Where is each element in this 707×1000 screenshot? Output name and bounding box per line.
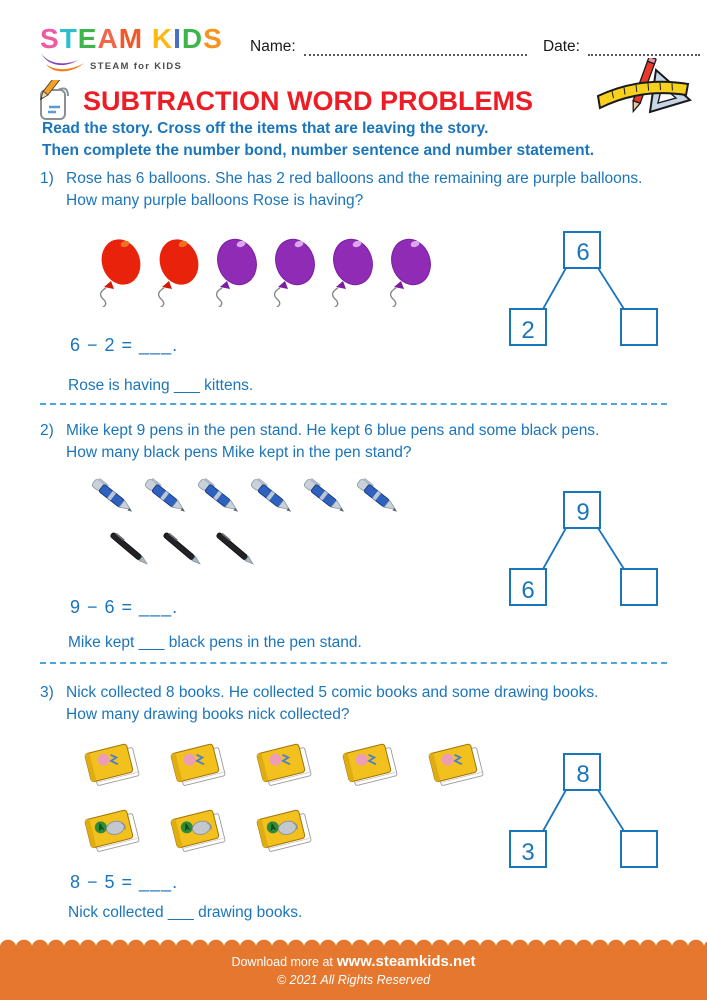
problem-2-line1: Mike kept 9 pens in the pen stand. He kept 6 blue pens and some black pens. xyxy=(66,422,600,439)
problem-1-line2: How many purple balloons Rose is having? xyxy=(66,192,364,209)
bond-2-part-right-box[interactable] xyxy=(621,569,657,605)
number-bond-2 xyxy=(498,490,668,608)
number-bond-3 xyxy=(498,752,668,870)
balloon-row xyxy=(88,235,436,307)
equation-2: 9 − 6 = ___. xyxy=(70,597,179,617)
pen-black-icon xyxy=(156,524,209,574)
logo-swoosh-icon xyxy=(40,52,86,72)
logo-letter: M xyxy=(118,23,144,54)
problem-1-number: 1) xyxy=(40,170,54,187)
pen-blue-icon xyxy=(298,470,351,522)
name-date-row xyxy=(250,38,700,56)
red-balloon-group xyxy=(88,235,204,307)
problem-2-line2: How many black pens Mike kept in the pen stand? xyxy=(66,444,412,461)
problem-3-number: 3) xyxy=(40,684,54,701)
bond-1-whole-value: 6 xyxy=(576,239,590,266)
logo-letter: K xyxy=(151,23,174,54)
logo-letter xyxy=(143,23,152,54)
footer xyxy=(0,947,707,1000)
instructions xyxy=(42,118,594,161)
footer-url-link[interactable]: www.steamkids.net xyxy=(336,953,476,970)
separator-2 xyxy=(40,662,667,664)
statement-3: Nick collected ___ drawing books. xyxy=(68,904,303,921)
book-drawing-icon xyxy=(80,806,142,856)
problem-3-line2: How many drawing books nick collected? xyxy=(66,706,350,723)
name-blank-line xyxy=(304,40,527,56)
logo-letter: S xyxy=(40,23,60,54)
comic-book-group xyxy=(80,740,486,790)
book-comic-icon xyxy=(80,740,142,790)
balloon-red-icon xyxy=(88,235,146,307)
problem-1-line1: Rose has 6 balloons. She has 2 red balloons and the remaining are purple balloons. xyxy=(66,170,643,187)
purple-balloon-group xyxy=(204,235,436,307)
pencil-paper-icon xyxy=(36,80,74,122)
drawing-book-group xyxy=(80,806,314,856)
page-title: SUBTRACTION WORD PROBLEMS xyxy=(83,85,533,116)
pen-blue-icon xyxy=(351,470,404,522)
logo-letter: D xyxy=(181,23,204,54)
balloon-purple-icon xyxy=(378,235,436,307)
bond-2-whole-value: 9 xyxy=(576,499,590,526)
bond-3-part-left-value: 3 xyxy=(521,839,535,866)
balloon-purple-icon xyxy=(262,235,320,307)
book-drawing-icon xyxy=(166,806,228,856)
logo-letter: E xyxy=(77,23,98,54)
logo-tagline: STEAM for KIDS xyxy=(90,61,183,72)
name-label: Name: xyxy=(250,38,296,55)
pen-blue-icon xyxy=(192,470,245,522)
bond-3-part-right-box[interactable] xyxy=(621,831,657,867)
bond-1-part-right-box[interactable] xyxy=(621,309,657,345)
separator-1 xyxy=(40,403,667,405)
problem-3-line1: Nick collected 8 books. He collected 5 comic books and some drawing books. xyxy=(66,684,599,701)
balloon-red-icon xyxy=(146,235,204,307)
problem-2-number: 2) xyxy=(40,422,54,439)
equation-3: 8 − 5 = ___. xyxy=(70,872,179,892)
pen-blue-icon xyxy=(139,470,192,522)
blue-pen-row xyxy=(86,470,404,522)
bond-3-whole-value: 8 xyxy=(576,761,590,788)
drawing-book-row xyxy=(80,806,314,856)
equation-1: 6 − 2 = ___. xyxy=(70,335,179,355)
black-pen-row xyxy=(103,524,262,574)
footer-copyright: © 2021 All Rights Reserved xyxy=(276,973,431,987)
steam-kids-logo xyxy=(40,24,223,72)
pen-black-icon xyxy=(103,524,156,574)
logo-letter: S xyxy=(203,23,223,54)
pen-blue-icon xyxy=(86,470,139,522)
blue-pen-group xyxy=(86,470,404,522)
logo-wordmark xyxy=(40,24,223,54)
footer-download-text: Download more at xyxy=(231,955,333,969)
instructions-line1: Read the story. Cross off the items that are leaving the story. xyxy=(42,120,489,137)
statement-1: Rose is having ___ kittens. xyxy=(68,377,254,394)
problem-1-text xyxy=(40,168,642,212)
logo-letter: A xyxy=(97,23,119,54)
date-blank-line xyxy=(588,40,700,56)
problem-2-text xyxy=(40,420,599,464)
book-comic-icon xyxy=(166,740,228,790)
black-pen-group xyxy=(103,524,262,574)
book-comic-icon xyxy=(424,740,486,790)
book-drawing-icon xyxy=(252,806,314,856)
instructions-line2: Then complete the number bond, number sentence and number statement. xyxy=(42,141,595,159)
bond-1-part-left-value: 2 xyxy=(521,317,535,344)
book-comic-icon xyxy=(252,740,314,790)
title-row xyxy=(36,80,533,122)
comic-book-row xyxy=(80,740,486,790)
bond-2-part-left-value: 6 xyxy=(521,577,535,604)
problem-3-text xyxy=(40,682,598,726)
number-bond-1 xyxy=(498,230,668,348)
date-label: Date: xyxy=(542,38,580,55)
book-comic-icon xyxy=(338,740,400,790)
pen-blue-icon xyxy=(245,470,298,522)
pen-black-icon xyxy=(209,524,262,574)
balloon-purple-icon xyxy=(320,235,378,307)
balloon-purple-icon xyxy=(204,235,262,307)
statement-2: Mike kept ___ black pens in the pen stand. xyxy=(68,634,362,651)
logo-letter: I xyxy=(173,23,182,54)
logo-letter: T xyxy=(59,23,78,54)
ruler-set-square-icon xyxy=(594,58,696,130)
